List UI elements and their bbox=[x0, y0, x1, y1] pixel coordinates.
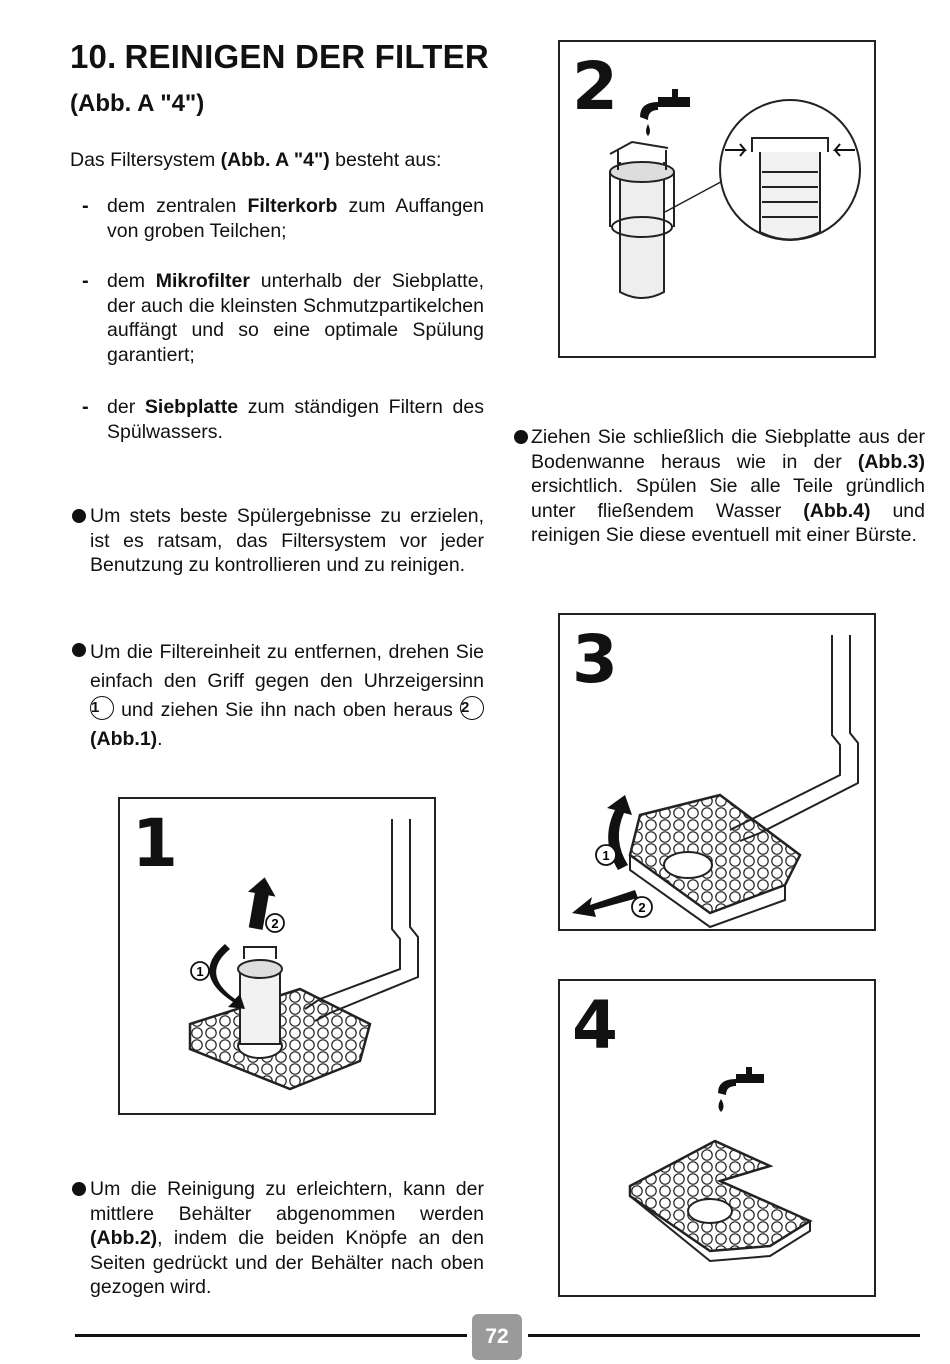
figure-number: 1 bbox=[132, 805, 178, 882]
figure-number: 3 bbox=[572, 621, 618, 698]
faucet-icon bbox=[718, 1067, 764, 1112]
step-1-circle: 1 bbox=[90, 696, 114, 720]
list-dash: - bbox=[82, 195, 89, 217]
bullet-text-2: Um die Filtereinheit zu entfernen, drehen Sie einfach den Griff gegen den Uhrzeigersinn 1 und ziehen Sie ihn nach oben heraus 2 (Abb.1). bbox=[90, 641, 484, 750]
figure-3-label-1: 1 bbox=[602, 848, 610, 863]
figure-number: 2 bbox=[572, 48, 618, 125]
bullet-icon bbox=[72, 643, 86, 657]
list-item: dem Mikrofilter unterhalb der Siebplatte, der auch die kleinsten Schmutzpartikelchen auffängt und so eine optimale Spülung garantiert; bbox=[107, 270, 484, 366]
sieve-plate-removal-illustration bbox=[560, 615, 874, 929]
bullet-icon bbox=[514, 430, 528, 444]
list-dash: - bbox=[82, 396, 89, 418]
figure-1-label-2: 2 bbox=[271, 916, 279, 931]
footer-rule-right bbox=[528, 1334, 920, 1337]
list-item: der Siebplatte zum ständigen Filtern des Spülwassers. bbox=[107, 396, 484, 443]
figure-1 bbox=[118, 797, 436, 1115]
footer-rule-left bbox=[75, 1334, 467, 1337]
list-dash: - bbox=[82, 270, 89, 292]
page-number: 72 bbox=[472, 1314, 522, 1360]
step-2-circle: 2 bbox=[460, 696, 484, 720]
filter-removal-illustration bbox=[120, 799, 434, 1113]
faucet-icon bbox=[640, 89, 690, 136]
bullet-icon bbox=[72, 509, 86, 523]
filter-disassembly-illustration bbox=[560, 42, 874, 356]
figure-4 bbox=[558, 979, 876, 1297]
section-number: 10. bbox=[70, 38, 117, 75]
figure-number: 4 bbox=[572, 987, 618, 1064]
list-item: dem zentralen Filterkorb zum Auffangen von groben Teilchen; bbox=[107, 195, 484, 242]
intro-text: Das Filtersystem (Abb. A "4") besteht aus: bbox=[70, 149, 442, 171]
figure-3-label-2: 2 bbox=[638, 900, 646, 915]
bullet-text-1: Um stets beste Spülergebnisse zu erzielen, ist es ratsam, das Filtersystem vor jeder Benutzung zu kontrollieren und zu reinigen. bbox=[90, 505, 484, 576]
bullet-text-3: Um die Reinigung zu erleichtern, kann der mittlere Behälter abgenommen werden (Abb.2), indem die beiden Knöpfe an den Seiten gedrückt und der Behälter nach oben gezogen wird. bbox=[90, 1178, 484, 1298]
figure-2 bbox=[558, 40, 876, 358]
section-title-text: REINIGEN DER FILTER bbox=[124, 38, 489, 75]
section-title bbox=[70, 38, 489, 76]
figure-1-label-1: 1 bbox=[196, 964, 204, 979]
figure-3 bbox=[558, 613, 876, 931]
bullet-text-4: Ziehen Sie schließlich die Siebplatte aus der Bodenwanne heraus wie in der (Abb.3) ersichtlich. Spülen Sie alle Teile gründlich unter fließendem Wasser (Abb.4) und reinigen Sie diese eventuell mit einer Bürste. bbox=[531, 426, 925, 546]
sieve-plate-rinse-illustration bbox=[560, 981, 874, 1295]
bullet-icon bbox=[72, 1182, 86, 1196]
section-subtitle: (Abb. A "4") bbox=[70, 90, 205, 117]
